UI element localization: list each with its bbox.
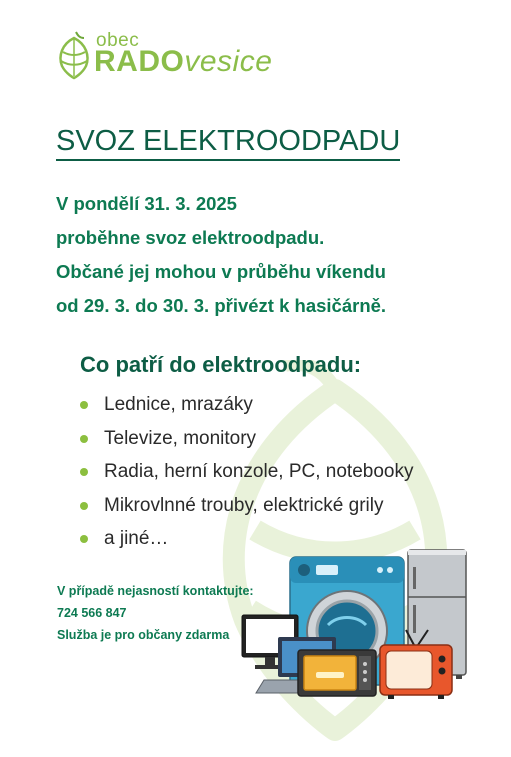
list-item-text: Lednice, mrazáky	[104, 394, 253, 415]
page-title: SVOZ ELEKTROODPADU	[56, 125, 400, 161]
list-heading: Co patří do elektroodpadu:	[80, 352, 362, 377]
intro-line-date: V pondělí 31. 3. 2025	[56, 193, 237, 214]
bullet-icon	[80, 401, 88, 409]
contact-note: Služba je pro občany zdarma	[57, 628, 230, 642]
list-item-text: Televize, monitory	[104, 427, 257, 449]
intro-line-dates: od 29. 3. do 30. 3. přivézt k hasičárně.	[56, 295, 387, 316]
list-item-text: Mikrovlnné trouby, elektrické grily	[104, 494, 384, 516]
bullet-icon	[80, 535, 88, 543]
list-item-text: a jiné…	[104, 528, 169, 549]
electronic-appliances-illustration	[238, 545, 470, 700]
intro-line-event: proběhne svoz elektroodpadu.	[56, 227, 325, 248]
contact-phone: 724 566 847	[57, 606, 127, 620]
contact-info	[57, 580, 254, 646]
intro-text	[56, 187, 386, 323]
logo-prefix: obec	[96, 30, 140, 51]
list-item	[80, 388, 413, 422]
bullet-icon	[80, 502, 88, 510]
logo-name-bold: RADO	[94, 45, 185, 78]
logo-name-italic: vesice	[184, 45, 273, 78]
bullet-icon	[80, 435, 88, 443]
contact-label: V případě nejasností kontaktujte:	[57, 584, 254, 598]
hop-cone-icon	[54, 30, 94, 80]
bullet-icon	[80, 468, 88, 476]
list-item	[80, 489, 413, 523]
intro-line-weekend: Občané jej mohou v průběhu víkendu	[56, 261, 386, 282]
logo	[54, 30, 334, 82]
waste-list	[80, 388, 413, 556]
list-item	[80, 422, 413, 456]
logo-name	[94, 47, 272, 77]
microwave-icon	[298, 650, 376, 696]
list-item-text: Radia, herní konzole, PC, notebooky	[104, 461, 414, 482]
list-item	[80, 455, 413, 489]
